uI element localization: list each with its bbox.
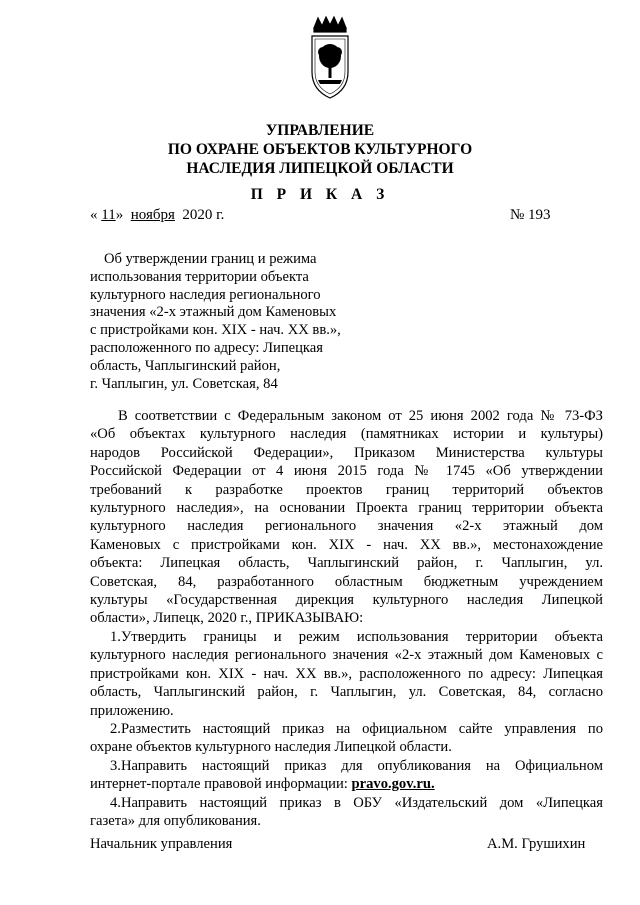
item-4-line: 4.Направить настоящий приказ в ОБУ «Издательский дом «Липецкая xyxy=(110,794,603,811)
subject-line: культурного наследия регионального xyxy=(90,286,321,303)
item-1-line: приложению. xyxy=(90,702,174,719)
subject-line: расположенного по адресу: Липецкая xyxy=(90,339,323,356)
body-line: Российской Федерации от 4 июня 2015 года № 1745 «Об утверждении xyxy=(90,463,603,480)
date-close: » xyxy=(115,207,124,223)
body-line: Каменовых с пристройками кон. XIX - нач. XX вв.», местонахождение xyxy=(90,536,603,553)
subject-line: Об утверждении границ и режима xyxy=(104,251,317,267)
body-line: Советская, 84, разработанного областным бюджетным учреждением xyxy=(90,573,603,590)
item-3-line: 3.Направить настоящий приказ для опубликования на Официальном xyxy=(110,757,603,774)
order-subject xyxy=(90,251,380,393)
body-line: «Об объектах культурного наследия (памятниках истории и культуры) xyxy=(90,426,603,443)
item-2-line: охране объектов культурного наследия Липецкой области. xyxy=(90,739,452,756)
signer-title: Начальник управления xyxy=(90,836,233,852)
document-type: П Р И К А З xyxy=(250,186,390,203)
item-1-line: область, Чаплыгинский район, г. Чаплыгин, ул. Советская, 84, согласно xyxy=(90,684,603,701)
date-year: 2020 г. xyxy=(182,207,225,223)
item-1-line: культурного наследия регионального значения «2-х этажный дом Каменовых с xyxy=(90,647,603,664)
subject-line: с пристройками кон. XIX - нач. XX вв.», xyxy=(90,322,341,339)
signer-name: А.М. Грушихин xyxy=(487,836,586,852)
body-line: народов Российской Федерации», Приказом Министерства культуры xyxy=(90,444,603,461)
item-3-text: интернет-портале правовой информации: xyxy=(90,776,352,793)
item-2-line: 2.Разместить настоящий приказ на официальном сайте управления по xyxy=(110,720,603,737)
date-open: « xyxy=(90,207,102,223)
body-line: В соответствии с Федеральным законом от 25 июня 2002 года № 73-ФЗ xyxy=(118,408,603,424)
item-1-line: 1.Утвердить границы и режим использования территории объекта xyxy=(110,628,603,645)
order-date xyxy=(90,206,224,224)
subject-line: область, Чаплыгинский район, xyxy=(90,357,281,374)
date-day: 11 xyxy=(101,207,116,223)
item-3-line xyxy=(90,775,603,793)
item-1-line: пристройками кон. XIX - нач. XX вв.», расположенного по адресу: Липецкая xyxy=(90,665,603,682)
body-line: объекта: Липецкая область, Чаплыгинский район, г. Чаплыгин, ул. xyxy=(90,555,603,572)
body-line: области», Липецк, 2020 г., ПРИКАЗЫВАЮ: xyxy=(90,610,364,627)
org-line: ПО ОХРАНЕ ОБЪЕКТОВ КУЛЬТУРНОГО xyxy=(167,141,473,158)
subject-line: значения «2-х этажный дом Каменовых xyxy=(90,304,337,321)
org-line: УПРАВЛЕНИЕ xyxy=(265,122,375,139)
subject-line: г. Чаплыгин, ул. Советская, 84 xyxy=(90,375,278,392)
body-line: требований к разработке проектов границ территорий объектов xyxy=(90,481,603,498)
org-line: НАСЛЕДИЯ ЛИПЕЦКОЙ ОБЛАСТИ xyxy=(186,160,454,177)
organization-name xyxy=(0,121,640,178)
body-line: культуры «Государственная дирекция культурного наследия Липецкой xyxy=(90,592,603,609)
order-number: № 193 xyxy=(510,207,551,223)
body-line: культурного наследия», на основании Проекта границ территории объекта xyxy=(90,500,603,517)
body-line: культурного наследия регионального значения «2-х этажный дом xyxy=(90,518,603,535)
subject-line: использования территории объекта xyxy=(90,268,309,285)
coat-of-arms-emblem xyxy=(306,14,354,102)
item-4-line: газета» для опубликования. xyxy=(90,812,261,829)
order-body xyxy=(90,407,603,830)
pravo-gov-link[interactable]: pravo.gov.ru. xyxy=(351,776,435,793)
date-month: ноября xyxy=(130,207,175,223)
